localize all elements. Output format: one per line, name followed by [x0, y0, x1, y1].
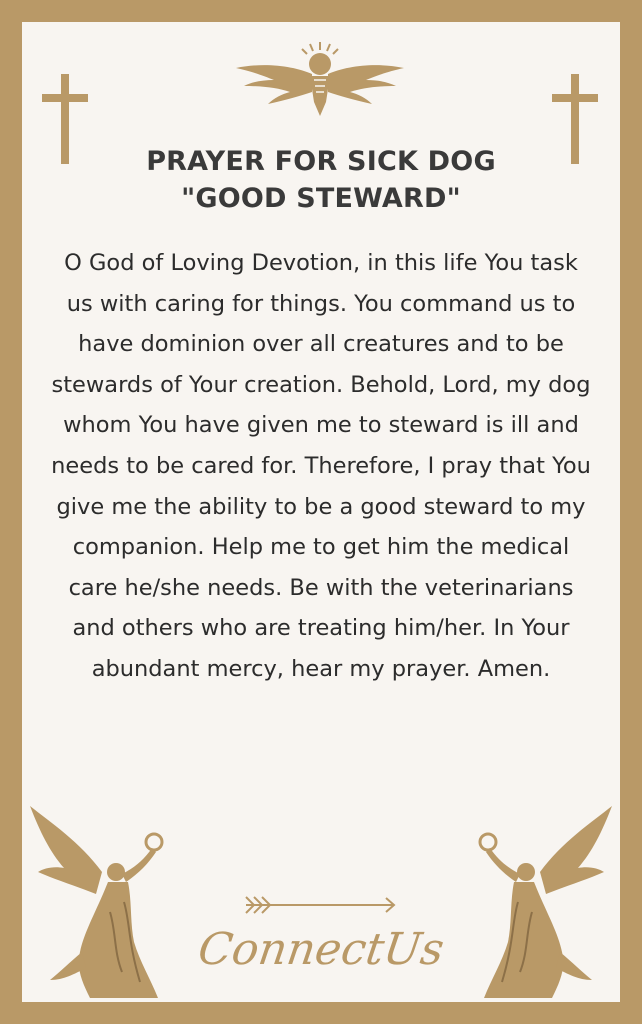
prayer-text: O God of Loving Devotion, in this life You task us with caring for things. You command us to have dominion over all creatures and to be stewards of Your creation. Behold, Lord, my dog whom You have given me to steward is ill and needs to be cared for. Therefore, I pray that You give me the ability to be a good steward to my companion. Help me to get him the medical care he/she needs. Be with the veterinarians and others who are treating him/her. In Your abundant mercy, hear my prayer. Amen.: [51, 250, 591, 682]
page-subtitle: "GOOD STEWARD": [181, 183, 461, 214]
page-title: PRAYER FOR SICK DOG: [146, 146, 496, 177]
arrow-icon: [244, 892, 398, 918]
prayer-card: [22, 22, 620, 1002]
winged-sun-emblem-icon: [234, 40, 406, 118]
brand-logo: ConnectUs: [195, 924, 448, 975]
